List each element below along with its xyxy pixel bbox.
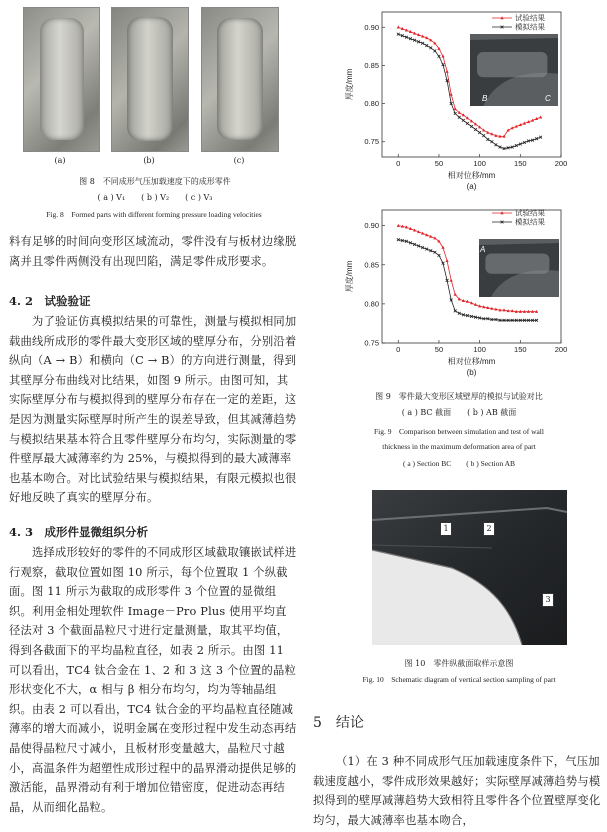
charta-legend-label: 试验结果: [515, 13, 545, 23]
fig10-marker-2: 2: [483, 522, 495, 536]
chartb-inset-label: A: [480, 245, 486, 254]
fig9-caption-sub: ( a ) BC 截面 ( b ) AB 截面: [401, 408, 517, 417]
charta-series-1-point: [438, 55, 441, 58]
left-paragraph-2: 为了验证仿真模拟结果的可靠性，测量与模拟相同加载曲线所成形的零件最大变形区域的壁厚分布，分别沿着纵向（A → B）和横向（C → B）的方向进行测量，得到其壁厚分布曲线对比结果，如图 9 所示。由图可知，其实际壁厚分布与模拟得到的壁厚分布存在一定的差距，这是因为测量实际壁厚时所产生的误差导致，但其减薄趋势与模拟结果基本符合且零件壁厚分布均匀，实际测量的零件壁厚最大减薄率约为 25%，与模拟得到的最大减薄率也基本吻合。对比试验结果与模拟结果，有限元模拟也很好地反映了真实的壁厚分布。: [9, 315, 297, 505]
chartb-legend-label: 试验结果: [515, 208, 545, 218]
right-paragraph: （1）在 3 种不同成形气压加载速度条件下，气压加载速度越小，零件成形效果越好；实际壁厚减薄趋势与模拟得到的壁厚减薄趋势大致相符且零件各个位置壁厚变化均匀，最大减薄率也基本吻合，: [313, 755, 601, 827]
charta-inset-highlight: [477, 52, 547, 77]
chartb-xtick-label: 100: [473, 345, 486, 354]
charta-series-1-point: [478, 131, 481, 134]
left-paragraph-1: 料有足够的时间向变形区域流动，零件没有与板材边缘脱离并且零件两侧没有出现凹陷，满足零件成形要求。: [9, 235, 297, 268]
chartb-xtick-label: 50: [434, 345, 444, 354]
fig8-label-a: (a): [54, 156, 66, 165]
fig8-photo-b: [111, 7, 189, 152]
fig10-marker-1: 1: [440, 522, 452, 536]
fig8-photo-a: [23, 7, 100, 152]
charta-series-1-point: [425, 44, 428, 47]
chartb-panel-label: (b): [466, 368, 477, 377]
chartb-inset-highlight: [485, 254, 549, 274]
fig9-chart-a: [332, 2, 602, 194]
charta-series-0-point: [539, 116, 542, 119]
charta-series-1-point: [433, 50, 436, 53]
fig8-caption-sub: ( a ) V₁ ( b ) V₂ ( c ) V₃: [97, 193, 213, 202]
charta-ytick-label: 0.80: [364, 99, 379, 109]
chartb-xtick-label: 0: [396, 345, 401, 354]
section-4-2-heading: 4. 2 试验验证: [9, 294, 91, 308]
fig10-photo: [372, 490, 567, 645]
chartb-series-0-point: [450, 279, 453, 282]
chartb-series-0-point: [454, 293, 457, 296]
chartb-series-0-point: [445, 259, 448, 262]
chartb-series-1-point: [438, 254, 441, 257]
fig9-chart-b: [332, 200, 602, 388]
charta-xtick-label: 100: [473, 159, 486, 168]
charta-series-0-point: [482, 128, 485, 131]
chartb-ytick-label: 0.80: [364, 299, 379, 309]
charta-panel-label: (a): [466, 182, 477, 191]
charta-inset-label: B: [482, 94, 488, 103]
section-4-3-heading: 4. 3 成形件显微组织分析: [9, 525, 149, 539]
charta-xlabel: 相对位移/mm: [447, 171, 496, 180]
fig8-caption-en: Fig. 8 Formed parts with different forming pressure loading velocities: [46, 210, 262, 219]
charta-series-1-point: [458, 116, 461, 119]
charta-legend-label: 模拟结果: [515, 22, 545, 32]
chartb-xtick-label: 200: [554, 345, 568, 354]
fig10-caption-en: Fig. 10 Schematic diagram of vertical section sampling of part: [362, 675, 556, 684]
charta-series-0-point: [445, 70, 448, 73]
charta-ytick-label: 0.90: [364, 22, 379, 32]
charta-xtick-label: 200: [554, 159, 568, 168]
charta-xtick-label: 50: [434, 159, 444, 168]
charta-series-1-point: [486, 138, 489, 141]
charta-series-0-point: [433, 41, 436, 44]
fig9-caption-en3: ( a ) Section BC ( b ) Section AB: [402, 459, 516, 468]
fig8-caption-zh: 图 8 不同成形气压加载速度下的成形零件: [79, 177, 231, 186]
charta-inset-label: C: [545, 94, 551, 103]
fig9-caption-zh: 图 9 零件最大变形区域壁厚的模拟与试验对比: [375, 392, 543, 401]
chartb-ytick-label: 0.75: [364, 338, 379, 348]
charta-series-1-point: [470, 125, 473, 128]
fig8-label-c: (c): [233, 156, 245, 165]
chartb-ytick-label: 0.90: [364, 221, 379, 231]
charta-series-0-point: [466, 116, 469, 119]
fig9-caption-en1: Fig. 9 Comparison between simulation and test of wall: [374, 427, 544, 436]
chartb-xtick-label: 150: [514, 345, 527, 354]
fig8-label-b: (b): [143, 156, 155, 165]
charta-series-1-point: [490, 140, 493, 143]
chartb-series-0-point: [397, 224, 400, 227]
charta-series-0-point: [478, 125, 481, 128]
charta-series-0-point: [397, 25, 400, 28]
charta-series-1-point: [474, 128, 477, 131]
charta-xtick-label: 150: [514, 159, 527, 168]
fig10-marker-3: 3: [542, 593, 554, 607]
charta-series-1-point: [495, 143, 498, 146]
charta-xtick-label: 0: [396, 159, 401, 168]
charta-ylabel: 厚度/mm: [345, 68, 354, 101]
chartb-legend-label: 模拟结果: [515, 217, 545, 227]
chartb-inset-photo: [479, 239, 559, 297]
chartb-ylabel: 厚度/mm: [345, 260, 354, 293]
charta-series-1-point: [462, 119, 465, 122]
fig10-caption-zh: 图 10 零件纵截面取样示意图: [404, 659, 514, 668]
section-5-heading: 5 结论: [313, 715, 364, 731]
charta-series-0-point: [470, 119, 473, 122]
charta-series-1-point: [466, 122, 469, 125]
chartb-ytick-label: 0.85: [364, 260, 379, 270]
chartb-inset-label: B: [485, 296, 491, 305]
charta-ytick-label: 0.75: [364, 137, 379, 147]
charta-ytick-label: 0.85: [364, 60, 379, 70]
charta-series-0-point: [454, 107, 457, 110]
left-paragraph-3: 选择成形较好的零件的不同成形区域截取镶嵌试样进行观察，截取位置如图 10 所示，每个位置取 1 个纵截面。图 11 所示为截取的成形零件 3 个位置的显微组织。利用金相处理软件 Image－Pro Plus 使用平均直径法对 3 个截面晶粒尺寸进行定量测量，取其平均值，得到各截面下的平均晶粒直径，如表 2 所示。由图 11 可以看出，TC4 钛合金在 1、2 和 3 这 3 个位置的晶粒形状变化不大，α 相与 β 相分布均匀，均为等轴晶组织。由表 2 可以看出，TC4 钛合金的平均晶粒直径随减薄率的增大而减小，说明金属在变形过程中发生动态再结晶使得晶粒尺寸减小，且板材形变量越大，晶粒尺寸越小，高温条件为超塑性成形过程中的晶界滑动提供足够的激活能，晶界滑动有利于增加位错密度，促进动态再结晶，从而细化晶粒。: [9, 546, 297, 814]
fig9-caption-en2: thickness in the maximum deformation area of part: [382, 442, 536, 451]
charta-series-1-point: [482, 134, 485, 137]
fig8-photo-c: [201, 7, 279, 152]
charta-series-1-point: [429, 46, 432, 49]
chartb-xlabel: 相对位移/mm: [447, 357, 496, 366]
